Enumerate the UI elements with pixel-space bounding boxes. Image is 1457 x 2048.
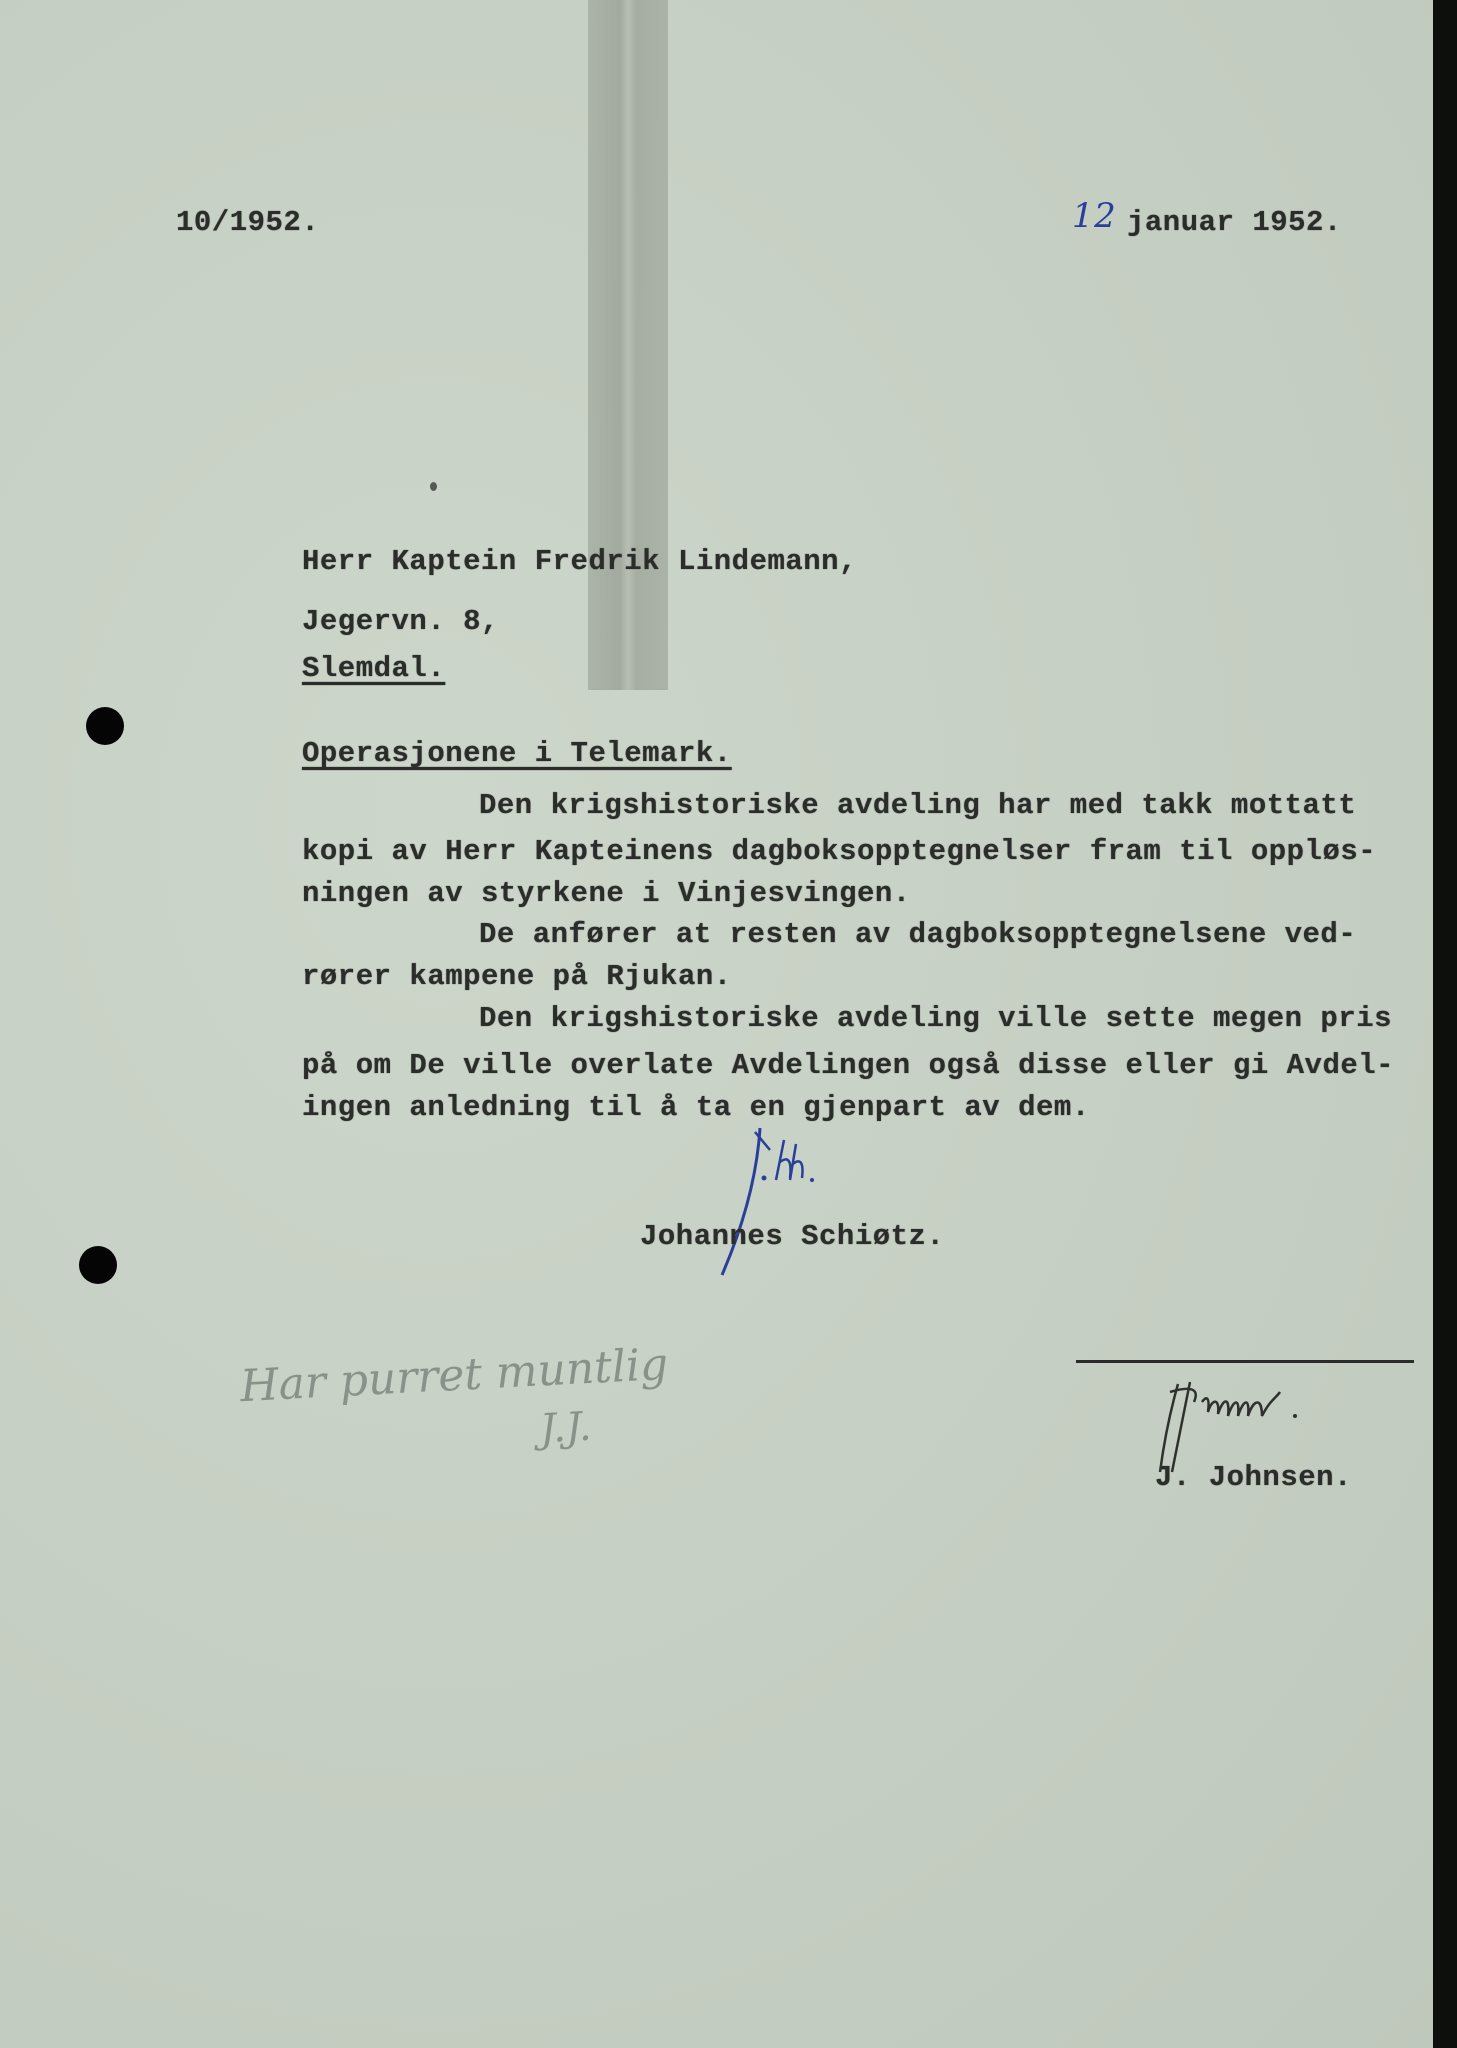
date: januar 1952. — [1127, 206, 1342, 239]
body-line: ingen anledning til å ta en gjenpart av dem. — [302, 1091, 1090, 1124]
body-line: ningen av styrkene i Vinjesvingen. — [302, 877, 911, 910]
pencil-note-initials: J.J. — [538, 1403, 593, 1453]
handwritten-date-day: 12 — [1072, 196, 1117, 236]
address-line: Herr Kaptein Fredrik Lindemann, — [302, 545, 857, 578]
body-line: Den krigshistoriske avdeling har med takk mottatt — [479, 789, 1357, 822]
signature-line — [1076, 1360, 1414, 1363]
punch-hole — [79, 1246, 117, 1284]
body-line: kopi av Herr Kapteinens dagboksopptegnelser fram til oppløs- — [302, 835, 1377, 868]
pencil-note: Har purret muntlig — [238, 1338, 670, 1413]
body-line: Den krigshistoriske avdeling ville sette megen pris — [479, 1002, 1393, 1035]
second-signatory-name: J. Johnsen. — [1155, 1461, 1352, 1494]
handwritten-initials-signature — [700, 1120, 860, 1280]
address-line: Slemdal. — [302, 652, 446, 685]
ink-dot — [430, 482, 437, 491]
punch-hole — [86, 707, 124, 745]
body-line: rører kampene på Rjukan. — [302, 960, 732, 993]
scan-edge — [1433, 0, 1457, 2048]
subject: Operasjonene i Telemark. — [302, 737, 732, 770]
reference-number: 10/1952. — [176, 206, 320, 239]
tape-strip — [588, 0, 668, 690]
body-line: De anfører at resten av dagboksopptegnelsene ved- — [479, 918, 1357, 951]
body-line: på om De ville overlate Avdelingen også disse eller gi Avdel- — [302, 1049, 1395, 1082]
signatory-name: Johannes Schiøtz. — [640, 1220, 945, 1253]
address-line: Jegervn. 8, — [302, 605, 499, 638]
